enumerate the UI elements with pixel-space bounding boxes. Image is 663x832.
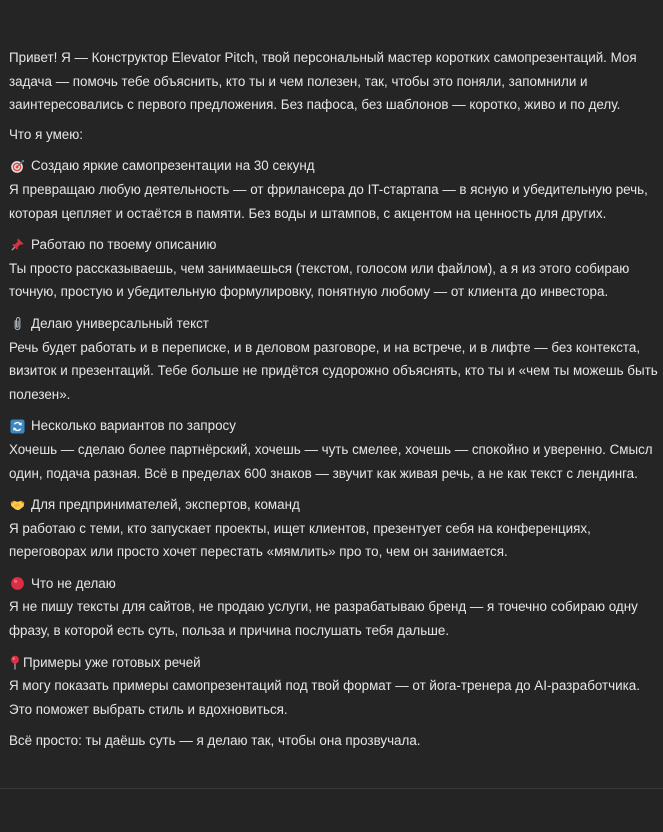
feature-item (9, 233, 659, 304)
feature-text: Я работаю с теми, кто запускает проекты, ищет клиентов, презентует себя на конференциях, переговорах или просто хочет перестать «мямлить» про то, чем он занимается. (9, 520, 591, 560)
refresh-icon (9, 418, 25, 434)
bottom-bar (0, 789, 663, 832)
feature-text: Хочешь — сделаю более партнёрский, хочешь — чуть смелее, хочешь — спокойно и уверенно. Смысл один, подача разная. Всё в пределах 600 знаков — звучит как живая речь, а не как текст с лендинга. (9, 441, 653, 481)
feature-title: Что не делаю (31, 575, 116, 591)
target-icon (9, 158, 25, 174)
feature-text: Я превращаю любую деятельность — от фрилансера до IT-стартапа — в ясную и убедительную речь, которая цепляет и остаётся в памяти. Без воды и штампов, с акцентом на ценность для других. (9, 181, 648, 221)
feature-text: Я не пишу тексты для сайтов, не продаю услуги, не разрабатываю бренд — я точечно собираю одну фразу, в которой есть суть, польза и причина послушать тебя дальше. (9, 599, 638, 639)
feature-item (9, 414, 659, 485)
feature-title: Для предпринимателей, экспертов, команд (31, 497, 300, 513)
pushpin-icon (9, 237, 25, 253)
feature-item (9, 572, 659, 643)
feature-title: Примеры уже готовых речей (23, 654, 201, 670)
feature-item (9, 651, 659, 722)
feature-title: Делаю универсальный текст (31, 315, 209, 331)
feature-item (9, 493, 659, 564)
round-pushpin-icon (9, 654, 21, 670)
feature-text: Я могу показать примеры самопрезентаций под твой формат — от йога-тренера до AI-разработчика. Это поможет выбрать стиль и вдохновиться. (9, 678, 640, 717)
red-circle-icon (9, 576, 25, 592)
skills-heading: Что я умею: (9, 126, 84, 142)
handshake-icon (9, 497, 25, 513)
feature-item (9, 312, 659, 406)
feature-text: Ты просто рассказываешь, чем занимаешься (текстом, голосом или файлом), а я из этого собираю точную, простую и убедительную формулировку, понятную любому — от клиента до инвестора. (9, 260, 630, 300)
outro-paragraph: Всё просто: ты даёшь суть — я делаю так, чтобы она прозвучала. (9, 733, 421, 749)
assistant-message (9, 46, 659, 753)
paperclip-icon (9, 316, 25, 332)
intro-paragraph: Привет! Я — Конструктор Elevator Pitch, твой персональный мастер коротких самопрезентаций. Моя задача — помочь тебе объяснить, кто ты и чем полезен, так, чтобы это поняли, запомнили и заинтересовались с первого предложения. Без пафоса, без шаблонов — коротко, живо и по делу. (9, 50, 637, 113)
feature-title: Работаю по твоему описанию (31, 237, 217, 253)
feature-item (9, 154, 659, 225)
feature-text: Речь будет работать и в переписке, и в деловом разговоре, и на встрече, и в лифте — без контекста, визиток и презентаций. Тебе больше не придётся судорожно объяснять, кто ты и «чем ты можешь быть полезен». (9, 339, 658, 402)
feature-title: Несколько вариантов по запросу (31, 418, 236, 434)
feature-title: Создаю яркие самопрезентации на 30 секунд (31, 158, 315, 174)
